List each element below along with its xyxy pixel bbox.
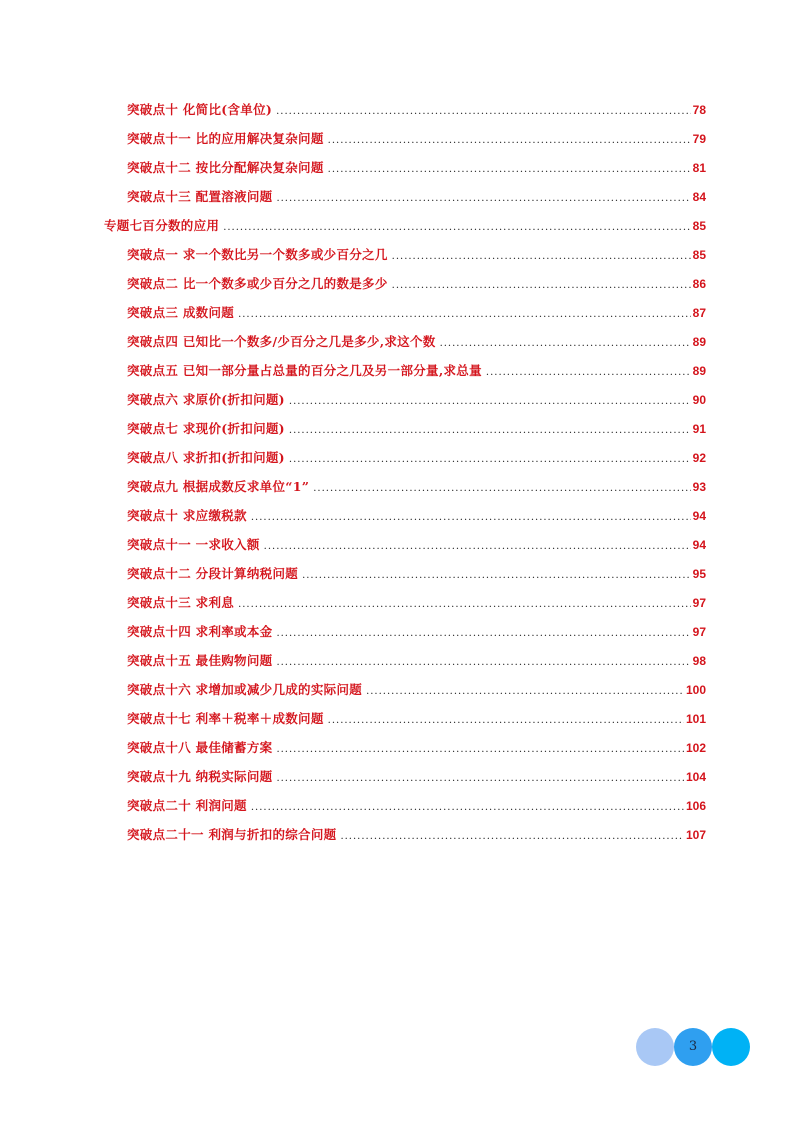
toc-dot-leader xyxy=(289,445,691,474)
toc-entry-page: 93 xyxy=(692,480,706,494)
toc-entry-page: 94 xyxy=(692,509,706,523)
toc-entry-title: 突破点三 成数问题 xyxy=(127,305,235,320)
toc-entry[interactable] xyxy=(0,443,794,472)
toc-entry-title: 突破点一 求一个数比另一个数多或少百分之几 xyxy=(127,247,388,262)
toc-dot-leader xyxy=(276,619,690,648)
badge-circle-left xyxy=(636,1028,674,1066)
toc-dot-leader xyxy=(486,358,691,387)
toc-entry-title: 突破点七 求现价(折扣问题) xyxy=(127,421,285,436)
toc-entry-title: 突破点十二 分段计算纳税问题 xyxy=(127,566,299,581)
toc-entry-title: 突破点十三 配置溶液问题 xyxy=(127,189,273,204)
toc-entry-page: 101 xyxy=(685,712,706,726)
toc-dot-leader xyxy=(366,677,684,706)
toc-dot-leader xyxy=(392,242,691,271)
page-number: 3 xyxy=(688,1039,698,1054)
toc-entry-page: 81 xyxy=(692,161,706,175)
toc-dot-leader xyxy=(340,822,684,851)
toc-entry[interactable] xyxy=(0,385,794,414)
toc-dot-leader xyxy=(440,329,691,358)
toc-dot-leader xyxy=(392,271,691,300)
toc-entry[interactable] xyxy=(0,646,794,675)
toc-entry-page: 85 xyxy=(692,248,706,262)
toc-entry-title: 突破点十八 最佳储蓄方案 xyxy=(127,740,273,755)
toc-entry-title: 突破点十 化简比(含单位) xyxy=(127,102,273,117)
toc-entry[interactable] xyxy=(0,472,794,501)
toc-dot-leader xyxy=(276,184,690,213)
toc-entry-title: 突破点八 求折扣(折扣问题) xyxy=(127,450,285,465)
toc-entry-title: 突破点二 比一个数多或少百分之几的数是多少 xyxy=(127,276,388,291)
toc-entry-page: 94 xyxy=(692,538,706,552)
toc-entry[interactable] xyxy=(0,501,794,530)
toc-entry-page: 102 xyxy=(685,741,706,755)
toc-entry-title: 突破点十五 最佳购物问题 xyxy=(127,653,273,668)
toc-entry-title: 突破点十一 比的应用解决复杂问题 xyxy=(127,131,324,146)
toc-entry[interactable] xyxy=(0,733,794,762)
toc-entry[interactable] xyxy=(0,820,794,849)
toc-entry-title: 突破点十七 利率＋税率＋成数问题 xyxy=(127,711,324,726)
toc-entry-title: 突破点十四 求利率或本金 xyxy=(127,624,273,639)
toc-entry-title: 突破点十九 纳税实际问题 xyxy=(127,769,273,784)
toc-entry[interactable] xyxy=(0,414,794,443)
toc-entry-title: 突破点二十一 利润与折扣的综合问题 xyxy=(127,827,337,842)
toc-entry-title: 突破点十二 按比分配解决复杂问题 xyxy=(127,160,324,175)
toc-dot-leader xyxy=(251,793,684,822)
toc-entry-page: 86 xyxy=(692,277,706,291)
toc-entry[interactable] xyxy=(0,559,794,588)
badge-circle-right xyxy=(712,1028,750,1066)
toc-dot-leader xyxy=(276,97,691,126)
table-of-contents xyxy=(0,95,794,849)
toc-dot-leader xyxy=(223,213,690,242)
toc-chapter-entry[interactable] xyxy=(0,211,794,240)
toc-entry-title: 突破点十 求应缴税款 xyxy=(127,508,247,523)
toc-entry-title: 突破点九 根据成数反求单位“1” xyxy=(127,479,310,494)
toc-entry-title: 突破点二十 利润问题 xyxy=(127,798,247,813)
toc-dot-leader xyxy=(238,590,691,619)
toc-entry-page: 91 xyxy=(692,422,706,436)
toc-entry-title: 突破点六 求原价(折扣问题) xyxy=(127,392,285,407)
toc-entry-page: 104 xyxy=(685,770,706,784)
toc-entry-page: 106 xyxy=(685,799,706,813)
toc-dot-leader xyxy=(251,503,691,532)
toc-entry[interactable] xyxy=(0,153,794,182)
toc-entry[interactable] xyxy=(0,704,794,733)
toc-entry[interactable] xyxy=(0,124,794,153)
toc-entry-title: 突破点十一 一求收入额 xyxy=(127,537,260,552)
toc-entry[interactable] xyxy=(0,240,794,269)
toc-entry[interactable] xyxy=(0,95,794,124)
toc-dot-leader xyxy=(238,300,691,329)
toc-entry-page: 97 xyxy=(692,596,706,610)
toc-entry-page: 87 xyxy=(692,306,706,320)
toc-entry-page: 89 xyxy=(692,364,706,378)
toc-dot-leader xyxy=(289,387,691,416)
toc-dot-leader xyxy=(328,155,691,184)
toc-entry[interactable] xyxy=(0,588,794,617)
toc-dot-leader xyxy=(328,706,684,735)
toc-entry[interactable] xyxy=(0,762,794,791)
toc-dot-leader xyxy=(302,561,691,590)
toc-entry[interactable] xyxy=(0,791,794,820)
toc-entry-page: 85 xyxy=(692,219,706,233)
toc-dot-leader xyxy=(313,474,690,503)
toc-entry-page: 107 xyxy=(685,828,706,842)
toc-entry-page: 90 xyxy=(692,393,706,407)
toc-entry-page: 97 xyxy=(692,625,706,639)
toc-entry[interactable] xyxy=(0,327,794,356)
toc-entry-title: 突破点十三 求利息 xyxy=(127,595,235,610)
toc-entry[interactable] xyxy=(0,617,794,646)
toc-chapter-title: 专题七百分数的应用 xyxy=(104,218,220,233)
toc-entry[interactable] xyxy=(0,356,794,385)
toc-dot-leader xyxy=(276,735,684,764)
toc-entry-page: 89 xyxy=(692,335,706,349)
toc-dot-leader xyxy=(328,126,691,155)
toc-entry-page: 78 xyxy=(692,103,706,117)
toc-entry-page: 100 xyxy=(685,683,706,697)
toc-dot-leader xyxy=(289,416,691,445)
toc-entry[interactable] xyxy=(0,182,794,211)
toc-dot-leader xyxy=(276,648,690,677)
toc-entry-page: 98 xyxy=(692,654,706,668)
page-number-badge xyxy=(636,1026,754,1068)
toc-dot-leader xyxy=(276,764,684,793)
toc-dot-leader xyxy=(264,532,691,561)
toc-entry[interactable] xyxy=(0,675,794,704)
toc-entry-title: 突破点四 已知比一个数多/少百分之几是多少,求这个数 xyxy=(127,334,436,349)
toc-entry-page: 92 xyxy=(692,451,706,465)
toc-entry[interactable] xyxy=(0,269,794,298)
toc-entry[interactable] xyxy=(0,530,794,559)
toc-entry-page: 84 xyxy=(692,190,706,204)
toc-entry-title: 突破点五 已知一部分量占总量的百分之几及另一部分量,求总量 xyxy=(127,363,482,378)
toc-entry[interactable] xyxy=(0,298,794,327)
toc-entry-page: 95 xyxy=(692,567,706,581)
toc-entry-title: 突破点十六 求增加或减少几成的实际问题 xyxy=(127,682,363,697)
toc-entry-page: 79 xyxy=(692,132,706,146)
